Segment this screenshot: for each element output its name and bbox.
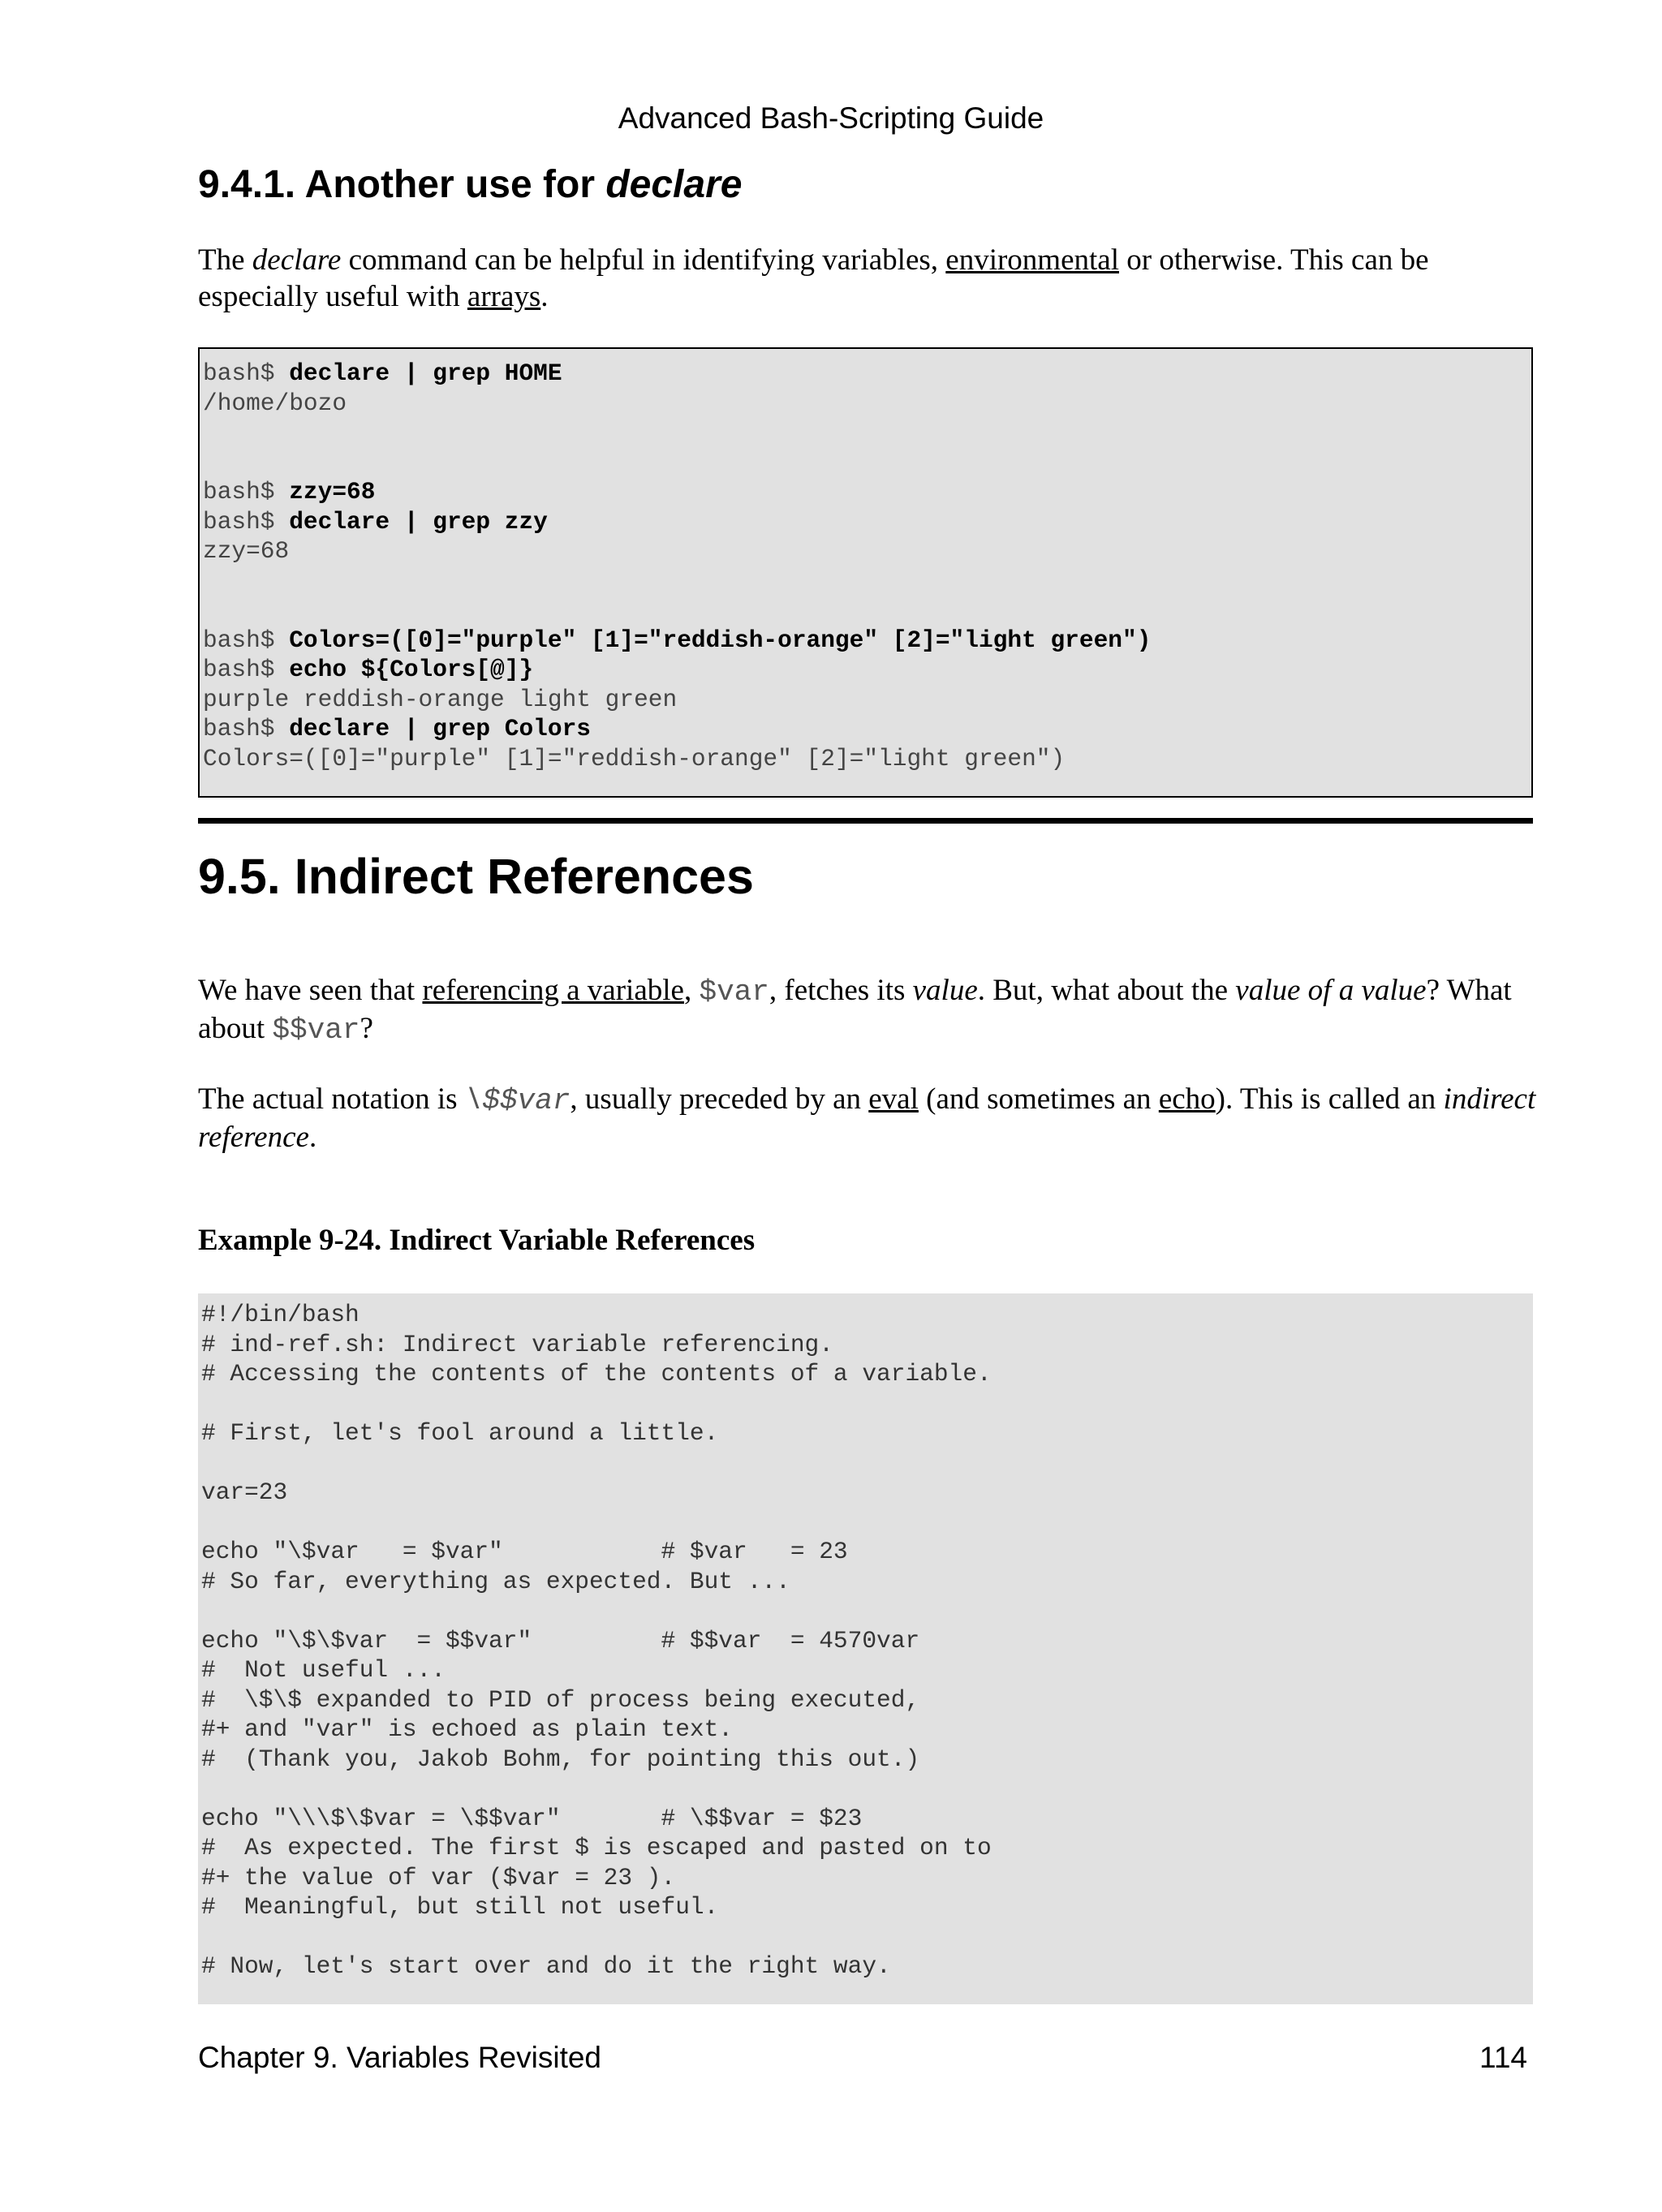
inline-code: \$$var	[464, 1084, 571, 1117]
screen-line	[203, 389, 1528, 419]
code-line: #+ and "var" is echoed as plain text.	[201, 1715, 734, 1743]
output: Colors=([0]="purple" [1]="reddish-orange" [2]="light green")	[203, 744, 1066, 772]
code-line: echo "\$var = $var" # $var = 23	[201, 1538, 848, 1565]
code-line: echo "\\\$\$var = \$$var" # \$$var = $23	[201, 1804, 863, 1832]
screen-line	[203, 714, 1528, 744]
text: ,	[683, 974, 700, 1007]
screen-line	[203, 596, 1528, 626]
running-header: Advanced Bash-Scripting Guide	[618, 101, 1044, 135]
prompt: bash$	[203, 478, 290, 506]
prompt: bash$	[203, 359, 290, 387]
emphasis: value	[912, 974, 978, 1007]
screen-line	[203, 685, 1528, 715]
text: ?	[360, 1012, 373, 1045]
screen-line	[203, 655, 1528, 685]
code-line: # So far, everything as expected. But ...	[201, 1567, 790, 1595]
code-line: var=23	[201, 1478, 288, 1506]
text: ? What about	[198, 974, 1512, 1045]
prompt: bash$	[203, 656, 290, 683]
screen-line	[203, 418, 1528, 448]
link-arrays[interactable]: arrays	[467, 280, 541, 313]
code-line: # Meaningful, but still not useful.	[201, 1893, 719, 1921]
code-line	[201, 1922, 1530, 1952]
section-divider	[198, 818, 1533, 824]
code-line: # As expected. The first $ is escaped and pasted on to	[201, 1834, 992, 1861]
command: zzy=68	[289, 478, 376, 506]
text: , fetches its	[769, 974, 913, 1007]
prompt: bash$	[203, 507, 290, 536]
terminal-screen-block	[198, 347, 1533, 798]
code-line	[201, 1774, 1530, 1804]
code-line: #+ the value of var ($var = 23 ).	[201, 1863, 676, 1891]
emphasis: declare	[252, 243, 342, 277]
command: Colors=([0]="purple" [1]="reddish-orange" [2]="light green")	[289, 626, 1152, 654]
code-line	[201, 1389, 1530, 1419]
heading-emphasis: declare	[605, 163, 743, 206]
prompt: bash$	[203, 626, 290, 654]
output: /home/bozo	[203, 389, 347, 417]
section-heading-9-5: 9.5. Indirect References	[198, 849, 754, 904]
screen-line	[203, 536, 1528, 566]
indirect-intro-paragraph	[198, 972, 1537, 1048]
link-eval[interactable]: eval	[868, 1082, 919, 1116]
link-echo[interactable]: echo	[1158, 1082, 1216, 1116]
text: command can be helpful in identifying variables,	[341, 243, 946, 277]
screen-line	[203, 359, 1528, 389]
code-line: # Now, let's start over and do it the right way.	[201, 1952, 891, 1980]
footer-page-number: 114	[1479, 2041, 1527, 2074]
emphasis: value of a value	[1235, 974, 1427, 1007]
code-line	[201, 1596, 1530, 1626]
notation-paragraph	[198, 1081, 1537, 1155]
code-line: # First, let's fool around a little.	[201, 1419, 719, 1447]
example-title: Example 9-24. Indirect Variable References	[198, 1224, 756, 1257]
text: .	[308, 1121, 317, 1154]
command: declare | grep zzy	[289, 507, 548, 536]
text: (and sometimes an	[918, 1082, 1159, 1116]
text: The	[198, 243, 252, 277]
command: echo ${Colors[@]}	[289, 656, 534, 683]
code-line: #!/bin/bash	[201, 1301, 360, 1328]
text: or otherwise. This can be especially useful with	[198, 243, 1429, 313]
text: ). This is called an	[1215, 1082, 1444, 1116]
screen-line	[203, 507, 1528, 537]
code-line: # \$\$ expanded to PID of process being executed,	[201, 1685, 920, 1714]
link-environmental[interactable]: environmental	[945, 243, 1119, 277]
output: purple reddish-orange light green	[203, 685, 678, 713]
screen-line	[203, 566, 1528, 596]
code-line: # Not useful ...	[201, 1656, 446, 1684]
text: The actual notation is	[198, 1082, 465, 1116]
code-line: # (Thank you, Jakob Bohm, for pointing this out.)	[201, 1745, 920, 1773]
text: We have seen that	[198, 974, 423, 1007]
code-line	[201, 1448, 1530, 1478]
command: declare | grep HOME	[289, 359, 562, 387]
code-line	[201, 1508, 1530, 1538]
screen-line	[203, 744, 1528, 774]
link-referencing-a-variable[interactable]: referencing a variable	[422, 974, 684, 1007]
heading-text: 9.4.1. Another use for	[198, 163, 606, 206]
declare-intro-paragraph	[198, 242, 1537, 315]
screen-line	[203, 448, 1528, 478]
footer-chapter: Chapter 9. Variables Revisited	[198, 2041, 602, 2074]
code-line: # ind-ref.sh: Indirect variable referencing.	[201, 1330, 833, 1358]
text: , usually preceded by an	[570, 1082, 869, 1116]
text: . But, what about the	[977, 974, 1236, 1007]
section-heading-9-4-1	[198, 161, 742, 209]
inline-code: $var	[699, 975, 769, 1009]
command: declare | grep Colors	[289, 715, 591, 742]
screen-line	[203, 477, 1528, 507]
code-line: echo "\$\$var = $$var" # $$var = 4570var	[201, 1626, 920, 1655]
emphasis: indirect reference	[198, 1082, 1536, 1154]
code-line: # Accessing the contents of the contents of a variable.	[201, 1360, 992, 1388]
text: .	[540, 280, 549, 313]
output: zzy=68	[203, 537, 290, 565]
screen-line	[203, 626, 1528, 656]
program-listing	[198, 1293, 1533, 2004]
prompt: bash$	[203, 715, 290, 742]
inline-code: $$var	[272, 1013, 360, 1047]
